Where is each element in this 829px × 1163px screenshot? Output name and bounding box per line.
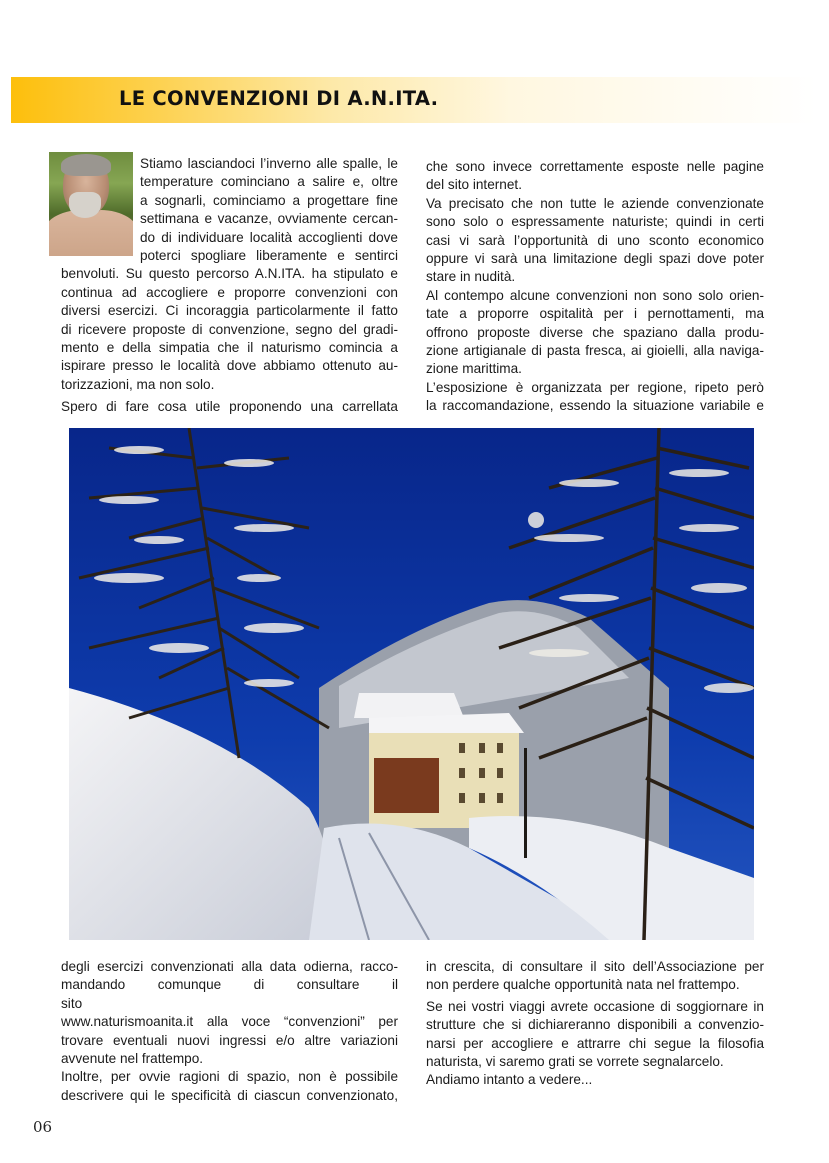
text-line: casi vi sarà l’opportunità di uno sconto economico	[426, 232, 764, 248]
text-line: la raccomandazione, essendo la situazione variabile e	[426, 398, 764, 414]
text-line: in crescita, di consultare il sito dell’Associazione per	[426, 959, 764, 974]
text-line: trovare eventuali nuovi ingressi e/o altre variazioni	[61, 1032, 398, 1048]
text-line: narsi per accogliere e attrarre chi segue la filosofia	[426, 1035, 764, 1051]
text-line: di ricevere proposte di convenzione, segno del gradi-	[61, 321, 398, 337]
text-line: Stiamo lasciandoci l’inverno alle spalle, le	[140, 156, 398, 171]
text-line: del sito internet.	[426, 177, 522, 193]
text-line: ispirare presso le località dove abbiamo ottenuto au-	[61, 358, 398, 374]
text-line: degli esercizi convenzionati alla data odierna, racco-	[61, 959, 398, 974]
text-line: sono solo o espressamente naturiste; quindi in certi	[426, 214, 764, 230]
text-line: Inoltre, per ovvie ragioni di spazio, non è possibile	[61, 1069, 398, 1085]
text-line: L’esposizione è organizzata per regione, ripeto però	[426, 379, 764, 395]
text-line: zione artigianale di pasta fresca, ai gioielli, alla naviga-	[426, 343, 764, 359]
text-line: tate a proporre ospitalità per i pernottamenti, ma	[426, 306, 764, 322]
text-line: torizzazioni, ma non solo.	[61, 376, 215, 392]
text-line: mento e della simpatia che il naturismo comincia a	[61, 340, 398, 356]
text-line: a sognarli, cominciamo a progettare fine	[140, 192, 398, 208]
text-line: oppure vi sarà una limitazione degli spazi dove poter	[426, 251, 764, 267]
text-line: avvenute nel frattempo.	[61, 1051, 204, 1067]
text-line: zione marittima.	[426, 361, 522, 377]
text-line: temperature cominciano a salire e, oltre	[140, 174, 398, 190]
text-line: Spero di fare cosa utile proponendo una carrellata	[61, 399, 398, 415]
photo-illustration	[69, 428, 754, 940]
article-column-left-bottom	[61, 958, 398, 1105]
page-number: 06	[33, 1118, 53, 1136]
text-line: www.naturismoanita.it alla voce “convenzioni” per	[61, 1014, 398, 1030]
text-line: stare in nudità.	[426, 269, 516, 285]
article-column-right-bottom	[426, 958, 764, 1090]
text-line: Andiamo intanto a vedere...	[426, 1072, 593, 1088]
text-line: diversi esercizi. Ci incoraggia particolarmente il fatto	[61, 303, 398, 319]
text-line: poterci spogliare liberamente e sentirci	[140, 248, 398, 264]
text-line: mandando comunque di consultare il sito	[61, 977, 398, 1011]
text-line: continua ad accogliere e proporre convenzioni con	[61, 284, 398, 300]
text-line: Se nei vostri viaggi avrete occasione di soggiornare in	[426, 998, 764, 1014]
text-line: descrivere qui le specificità di ciascun convenzionato,	[61, 1087, 398, 1103]
text-line: non perdere qualche opportunità nata nel frattempo.	[426, 977, 740, 993]
text-line: Al contempo alcune convenzioni non sono solo orien-	[426, 287, 764, 303]
text-line: Va precisato che non tutte le aziende convenzionate	[426, 195, 764, 211]
text-line: settimana e vacanze, ovviamente cercan-	[140, 211, 398, 227]
section-title: LE CONVENZIONI DI A.N.ITA.	[119, 87, 439, 110]
text-line: offrono proposte diverse che spaziano dalla produ-	[426, 324, 764, 340]
article-column-right-top	[426, 158, 764, 416]
text-line: do di individuare località accoglienti dove	[140, 229, 398, 245]
text-line: che sono invece correttamente esposte nelle pagine	[426, 159, 764, 174]
snowy-hotel-photo	[69, 428, 754, 940]
text-line: naturista, vi saremo grati se vorrete segnalarcelo.	[426, 1054, 724, 1070]
text-line: strutture che si dichiareranno disponibili a convenzio-	[426, 1017, 764, 1033]
text-line: benvoluti. Su questo percorso A.N.ITA. ha stipulato e	[61, 266, 398, 282]
article-column-left-top	[61, 155, 398, 417]
section-title-bar	[11, 77, 816, 123]
